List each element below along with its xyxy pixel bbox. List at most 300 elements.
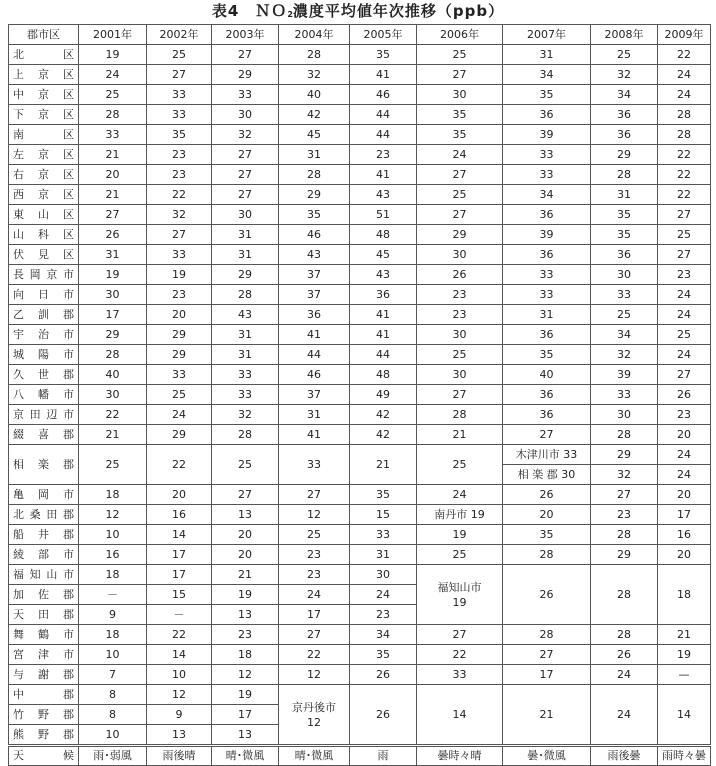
value-cell: 41: [350, 65, 417, 85]
value-cell: 46: [279, 225, 350, 245]
value-cell: 南丹市 19: [417, 505, 503, 525]
value-cell: 16: [658, 525, 711, 545]
value-cell: 36: [591, 245, 658, 265]
value-cell: 20: [658, 545, 711, 565]
value-cell: 29: [417, 225, 503, 245]
table-row: [9, 485, 711, 505]
value-cell: 39: [503, 125, 591, 145]
value-cell: 35: [350, 645, 417, 665]
value-cell: 16: [147, 505, 212, 525]
row-label: 南 区: [9, 125, 79, 145]
value-cell: 21: [79, 145, 147, 165]
row-label: 伏 見 区: [9, 245, 79, 265]
value-cell: 36: [350, 285, 417, 305]
value-cell: 27: [212, 45, 279, 65]
merged-cell: 26: [503, 565, 591, 625]
value-cell: 27: [417, 65, 503, 85]
value-cell: 30: [350, 565, 417, 585]
value-cell: 33: [212, 385, 279, 405]
value-cell: 36: [591, 125, 658, 145]
value-cell: 40: [79, 365, 147, 385]
value-cell: 27: [658, 245, 711, 265]
value-cell: 17: [279, 605, 350, 625]
value-cell: 21: [79, 185, 147, 205]
value-cell: 23: [658, 265, 711, 285]
value-cell: 30: [591, 265, 658, 285]
value-cell: 23: [147, 285, 212, 305]
value-cell: 30: [591, 405, 658, 425]
value-cell: 23: [417, 305, 503, 325]
value-cell: 21: [212, 565, 279, 585]
value-cell: 9: [147, 705, 212, 725]
value-cell: 17: [212, 705, 279, 725]
value-cell: 31: [279, 145, 350, 165]
weather-cell: 雨後晴: [147, 746, 212, 766]
value-cell-split: 相 楽 郡 30: [503, 465, 591, 485]
value-cell: 33: [147, 245, 212, 265]
value-cell: 31: [503, 45, 591, 65]
value-cell: 32: [591, 345, 658, 365]
row-label: 西 京 区: [9, 185, 79, 205]
row-label: 山 科 区: [9, 225, 79, 245]
table-row: [9, 405, 711, 425]
value-cell: 27: [147, 65, 212, 85]
value-cell: 10: [79, 725, 147, 746]
value-cell: 34: [503, 65, 591, 85]
row-label: 東 山 区: [9, 205, 79, 225]
row-label: 上 京 区: [9, 65, 79, 85]
value-cell: 22: [279, 645, 350, 665]
value-cell: 19: [79, 45, 147, 65]
value-cell: 22: [658, 165, 711, 185]
value-cell: 41: [350, 305, 417, 325]
value-cell: 25: [417, 45, 503, 65]
value-cell: 29: [279, 185, 350, 205]
value-cell: 35: [417, 125, 503, 145]
table-row: [9, 305, 711, 325]
value-cell: 35: [503, 345, 591, 365]
header-year: 2008年: [591, 25, 658, 45]
row-label: 船 井 郡: [9, 525, 79, 545]
value-cell: 27: [658, 365, 711, 385]
value-cell: 21: [658, 625, 711, 645]
value-cell: 19: [212, 685, 279, 705]
value-cell: 28: [591, 525, 658, 545]
value-cell: 37: [279, 385, 350, 405]
table-row: [9, 645, 711, 665]
value-cell: 31: [212, 245, 279, 265]
value-cell: 30: [417, 325, 503, 345]
value-cell: 39: [591, 365, 658, 385]
weather-cell: 晴･微風: [279, 746, 350, 766]
table-row: [9, 385, 711, 405]
value-cell: 14: [147, 645, 212, 665]
value-cell: 27: [212, 165, 279, 185]
value-cell: 26: [417, 265, 503, 285]
value-cell: 25: [417, 185, 503, 205]
value-cell: 33: [503, 145, 591, 165]
row-label: 宇 治 市: [9, 325, 79, 345]
value-cell: 44: [350, 125, 417, 145]
value-cell: 23: [147, 165, 212, 185]
weather-cell: 雨後曇: [591, 746, 658, 766]
value-cell: 33: [350, 525, 417, 545]
value-cell: 51: [350, 205, 417, 225]
value-cell: 28: [503, 625, 591, 645]
value-cell: 23: [591, 505, 658, 525]
value-cell: 36: [503, 245, 591, 265]
value-cell: 27: [279, 485, 350, 505]
table-row: [9, 205, 711, 225]
table-row: [9, 105, 711, 125]
value-cell: 40: [503, 365, 591, 385]
weather-cell: 曇･微風: [503, 746, 591, 766]
value-cell: 35: [591, 225, 658, 245]
row-label: 綴 喜 郡: [9, 425, 79, 445]
value-cell: 32: [591, 65, 658, 85]
table-title: [0, 0, 716, 22]
value-cell: 20: [79, 165, 147, 185]
table-row: [9, 365, 711, 385]
value-cell: 26: [79, 225, 147, 245]
value-cell: 25: [279, 525, 350, 545]
value-cell: 44: [350, 345, 417, 365]
row-label: 向 日 市: [9, 285, 79, 305]
header-year: 2009年: [658, 25, 711, 45]
value-cell: 43: [212, 305, 279, 325]
merged-cell: [417, 565, 503, 625]
value-cell: 30: [417, 365, 503, 385]
value-cell: 27: [503, 425, 591, 445]
row-label: 天 田 郡: [9, 605, 79, 625]
value-cell: 28: [658, 125, 711, 145]
value-cell: 24: [417, 145, 503, 165]
value-cell: 18: [79, 485, 147, 505]
table-row: [9, 445, 711, 465]
header-year: 2005年: [350, 25, 417, 45]
merged-cell: 26: [350, 685, 417, 746]
value-cell: 12: [212, 665, 279, 685]
value-cell: 26: [350, 665, 417, 685]
value-cell-split: 木津川市 33: [503, 445, 591, 465]
merged-cell: 18: [658, 565, 711, 625]
value-cell: 41: [350, 325, 417, 345]
row-label: 北桑田郡: [9, 505, 79, 525]
value-cell: 36: [503, 385, 591, 405]
value-cell: 27: [79, 205, 147, 225]
value-cell: 39: [503, 225, 591, 245]
value-cell: 30: [417, 245, 503, 265]
value-cell: 32: [212, 405, 279, 425]
value-cell: 29: [212, 265, 279, 285]
value-cell: 20: [147, 305, 212, 325]
value-cell: 25: [658, 225, 711, 245]
value-cell: 24: [591, 665, 658, 685]
value-cell: 36: [279, 305, 350, 325]
value-cell: 37: [279, 265, 350, 285]
value-cell: 45: [350, 245, 417, 265]
header-year: 2001年: [79, 25, 147, 45]
value-cell: 35: [417, 105, 503, 125]
value-cell: 27: [417, 385, 503, 405]
value-cell: 33: [147, 105, 212, 125]
value-cell: 48: [350, 365, 417, 385]
table-row: [9, 285, 711, 305]
value-cell: 35: [279, 205, 350, 225]
value-cell: 35: [503, 525, 591, 545]
table-row: [9, 325, 711, 345]
table-row: [9, 545, 711, 565]
value-cell: 31: [212, 325, 279, 345]
merged-cell: 14: [417, 685, 503, 746]
value-cell: 36: [503, 325, 591, 345]
value-cell: 32: [279, 65, 350, 85]
value-cell: 20: [503, 505, 591, 525]
weather-cell: 晴･微風: [212, 746, 279, 766]
value-cell: 34: [591, 85, 658, 105]
value-cell: 34: [591, 325, 658, 345]
value-cell: －: [147, 605, 212, 625]
weather-cell: 雨: [350, 746, 417, 766]
value-cell: 28: [79, 345, 147, 365]
value-cell: 31: [503, 305, 591, 325]
value-cell: 19: [147, 265, 212, 285]
value-cell: 44: [350, 105, 417, 125]
value-cell: 25: [417, 445, 503, 485]
value-cell: 23: [658, 405, 711, 425]
table-row: [9, 185, 711, 205]
value-cell: 29: [79, 325, 147, 345]
table-row: [9, 65, 711, 85]
value-cell: 29: [147, 345, 212, 365]
value-cell: 17: [79, 305, 147, 325]
table-row: [9, 265, 711, 285]
value-cell: 30: [79, 385, 147, 405]
value-cell: 25: [212, 445, 279, 485]
value-cell: 23: [279, 565, 350, 585]
value-cell: 24: [350, 585, 417, 605]
value-cell: 19: [658, 645, 711, 665]
row-label: 城 陽 市: [9, 345, 79, 365]
value-cell: 13: [212, 505, 279, 525]
value-cell: 28: [212, 285, 279, 305]
value-cell: 23: [279, 545, 350, 565]
row-label: 右 京 区: [9, 165, 79, 185]
value-cell: 19: [417, 525, 503, 545]
value-cell: 36: [503, 205, 591, 225]
value-cell: 35: [591, 205, 658, 225]
value-cell: 10: [147, 665, 212, 685]
value-cell: 22: [147, 445, 212, 485]
no2-concentration-table: [8, 24, 711, 766]
value-cell: 29: [591, 145, 658, 165]
value-cell: 31: [350, 545, 417, 565]
header-year: 2004年: [279, 25, 350, 45]
value-cell: 36: [591, 105, 658, 125]
header-region: 郡市区: [9, 25, 79, 45]
value-cell: 27: [212, 185, 279, 205]
value-cell: 33: [79, 125, 147, 145]
value-cell: 27: [658, 205, 711, 225]
value-cell: 29: [147, 425, 212, 445]
value-cell: 30: [212, 205, 279, 225]
value-cell: 41: [350, 165, 417, 185]
value-cell: 28: [591, 425, 658, 445]
value-cell: 40: [279, 85, 350, 105]
value-cell: 24: [279, 585, 350, 605]
value-cell: 17: [658, 505, 711, 525]
value-cell: 13: [212, 605, 279, 625]
value-cell: 30: [417, 85, 503, 105]
value-cell: 12: [279, 665, 350, 685]
value-cell: 33: [147, 365, 212, 385]
value-cell: 24: [658, 285, 711, 305]
value-cell: 17: [147, 545, 212, 565]
value-cell: 49: [350, 385, 417, 405]
value-cell: 16: [79, 545, 147, 565]
value-cell: 22: [658, 145, 711, 165]
value-cell: 24: [417, 485, 503, 505]
value-cell: 32: [212, 125, 279, 145]
value-cell: 22: [417, 645, 503, 665]
value-cell: —: [658, 665, 711, 685]
value-cell: 45: [279, 125, 350, 145]
table-row: [9, 245, 711, 265]
value-cell: 34: [350, 625, 417, 645]
value-cell: 20: [658, 425, 711, 445]
value-cell: 41: [279, 325, 350, 345]
value-cell: 12: [279, 505, 350, 525]
value-cell: 15: [350, 505, 417, 525]
value-cell: 28: [79, 105, 147, 125]
value-cell: 8: [79, 685, 147, 705]
value-cell: 27: [417, 625, 503, 645]
row-label: 相 楽 郡: [9, 445, 79, 485]
value-cell: 37: [279, 285, 350, 305]
value-cell: 27: [503, 645, 591, 665]
weather-cell: 曇時々晴: [417, 746, 503, 766]
title-rest: 濃度平均値年次推移（ppb）: [292, 2, 505, 20]
table-row: [9, 565, 711, 585]
merged-cell-line: 京丹後市: [292, 700, 336, 714]
value-cell: 18: [79, 565, 147, 585]
value-cell: 23: [212, 625, 279, 645]
value-cell: 22: [658, 185, 711, 205]
value-cell: 27: [417, 205, 503, 225]
value-cell: 28: [417, 405, 503, 425]
value-cell: 20: [147, 485, 212, 505]
value-cell: －: [79, 585, 147, 605]
table-row: [9, 665, 711, 685]
value-cell: 28: [279, 165, 350, 185]
value-cell: 31: [212, 345, 279, 365]
value-cell: 28: [212, 425, 279, 445]
value-cell: 33: [147, 85, 212, 105]
row-label: 京田辺市: [9, 405, 79, 425]
merged-cell-line: 19: [452, 595, 467, 609]
value-cell: 28: [591, 625, 658, 645]
value-cell: 23: [147, 145, 212, 165]
value-cell-split: 32: [591, 465, 658, 485]
value-cell: 28: [591, 165, 658, 185]
value-cell: 25: [591, 305, 658, 325]
value-cell: 25: [417, 545, 503, 565]
value-cell: 33: [503, 285, 591, 305]
value-cell: 20: [212, 525, 279, 545]
row-label: 加 佐 郡: [9, 585, 79, 605]
value-cell: 31: [79, 245, 147, 265]
header-year: 2003年: [212, 25, 279, 45]
value-cell: 29: [147, 325, 212, 345]
value-cell: 24: [658, 65, 711, 85]
value-cell: 22: [147, 625, 212, 645]
value-cell: 13: [212, 725, 279, 746]
header-year: 2002年: [147, 25, 212, 45]
row-label: 竹 野 郡: [9, 705, 79, 725]
value-cell: 29: [591, 545, 658, 565]
value-cell: 9: [79, 605, 147, 625]
merged-cell: 14: [658, 685, 711, 746]
value-cell: 22: [79, 405, 147, 425]
value-cell: 33: [591, 285, 658, 305]
value-cell: 44: [279, 345, 350, 365]
table-row: [9, 45, 711, 65]
value-cell: 27: [212, 145, 279, 165]
weather-cell: 雨･弱風: [79, 746, 147, 766]
value-cell: 27: [279, 625, 350, 645]
table-row: [9, 165, 711, 185]
row-label: 八 幡 市: [9, 385, 79, 405]
value-cell: 35: [503, 85, 591, 105]
value-cell: 30: [212, 105, 279, 125]
value-cell: 33: [591, 385, 658, 405]
value-cell: 17: [147, 565, 212, 585]
value-cell: 34: [503, 185, 591, 205]
value-cell: 26: [591, 645, 658, 665]
value-cell: 33: [417, 665, 503, 685]
value-cell: 23: [350, 605, 417, 625]
value-cell: 48: [350, 225, 417, 245]
table-row: [9, 145, 711, 165]
value-cell: 25: [79, 85, 147, 105]
row-label: 亀 岡 市: [9, 485, 79, 505]
value-cell: 28: [279, 45, 350, 65]
value-cell: 28: [658, 105, 711, 125]
merged-cell: 28: [591, 565, 658, 625]
value-cell: 7: [79, 665, 147, 685]
value-cell: 33: [212, 365, 279, 385]
table-row: [9, 625, 711, 645]
value-cell: 46: [279, 365, 350, 385]
value-cell: 23: [350, 145, 417, 165]
value-cell: 26: [503, 485, 591, 505]
row-label: 天 候: [9, 746, 79, 766]
value-cell: 20: [658, 485, 711, 505]
value-cell: 33: [212, 85, 279, 105]
row-label: 与 謝 郡: [9, 665, 79, 685]
value-cell: 17: [503, 665, 591, 685]
row-label: 福知山市: [9, 565, 79, 585]
row-label: 久 世 郡: [9, 365, 79, 385]
value-cell: 20: [212, 545, 279, 565]
value-cell: 24: [147, 405, 212, 425]
value-cell: 30: [79, 285, 147, 305]
value-cell: 18: [212, 645, 279, 665]
table-row: [9, 425, 711, 445]
value-cell: 8: [79, 705, 147, 725]
table-row: [9, 525, 711, 545]
title-main: 表4 ＮＯ: [211, 2, 288, 20]
